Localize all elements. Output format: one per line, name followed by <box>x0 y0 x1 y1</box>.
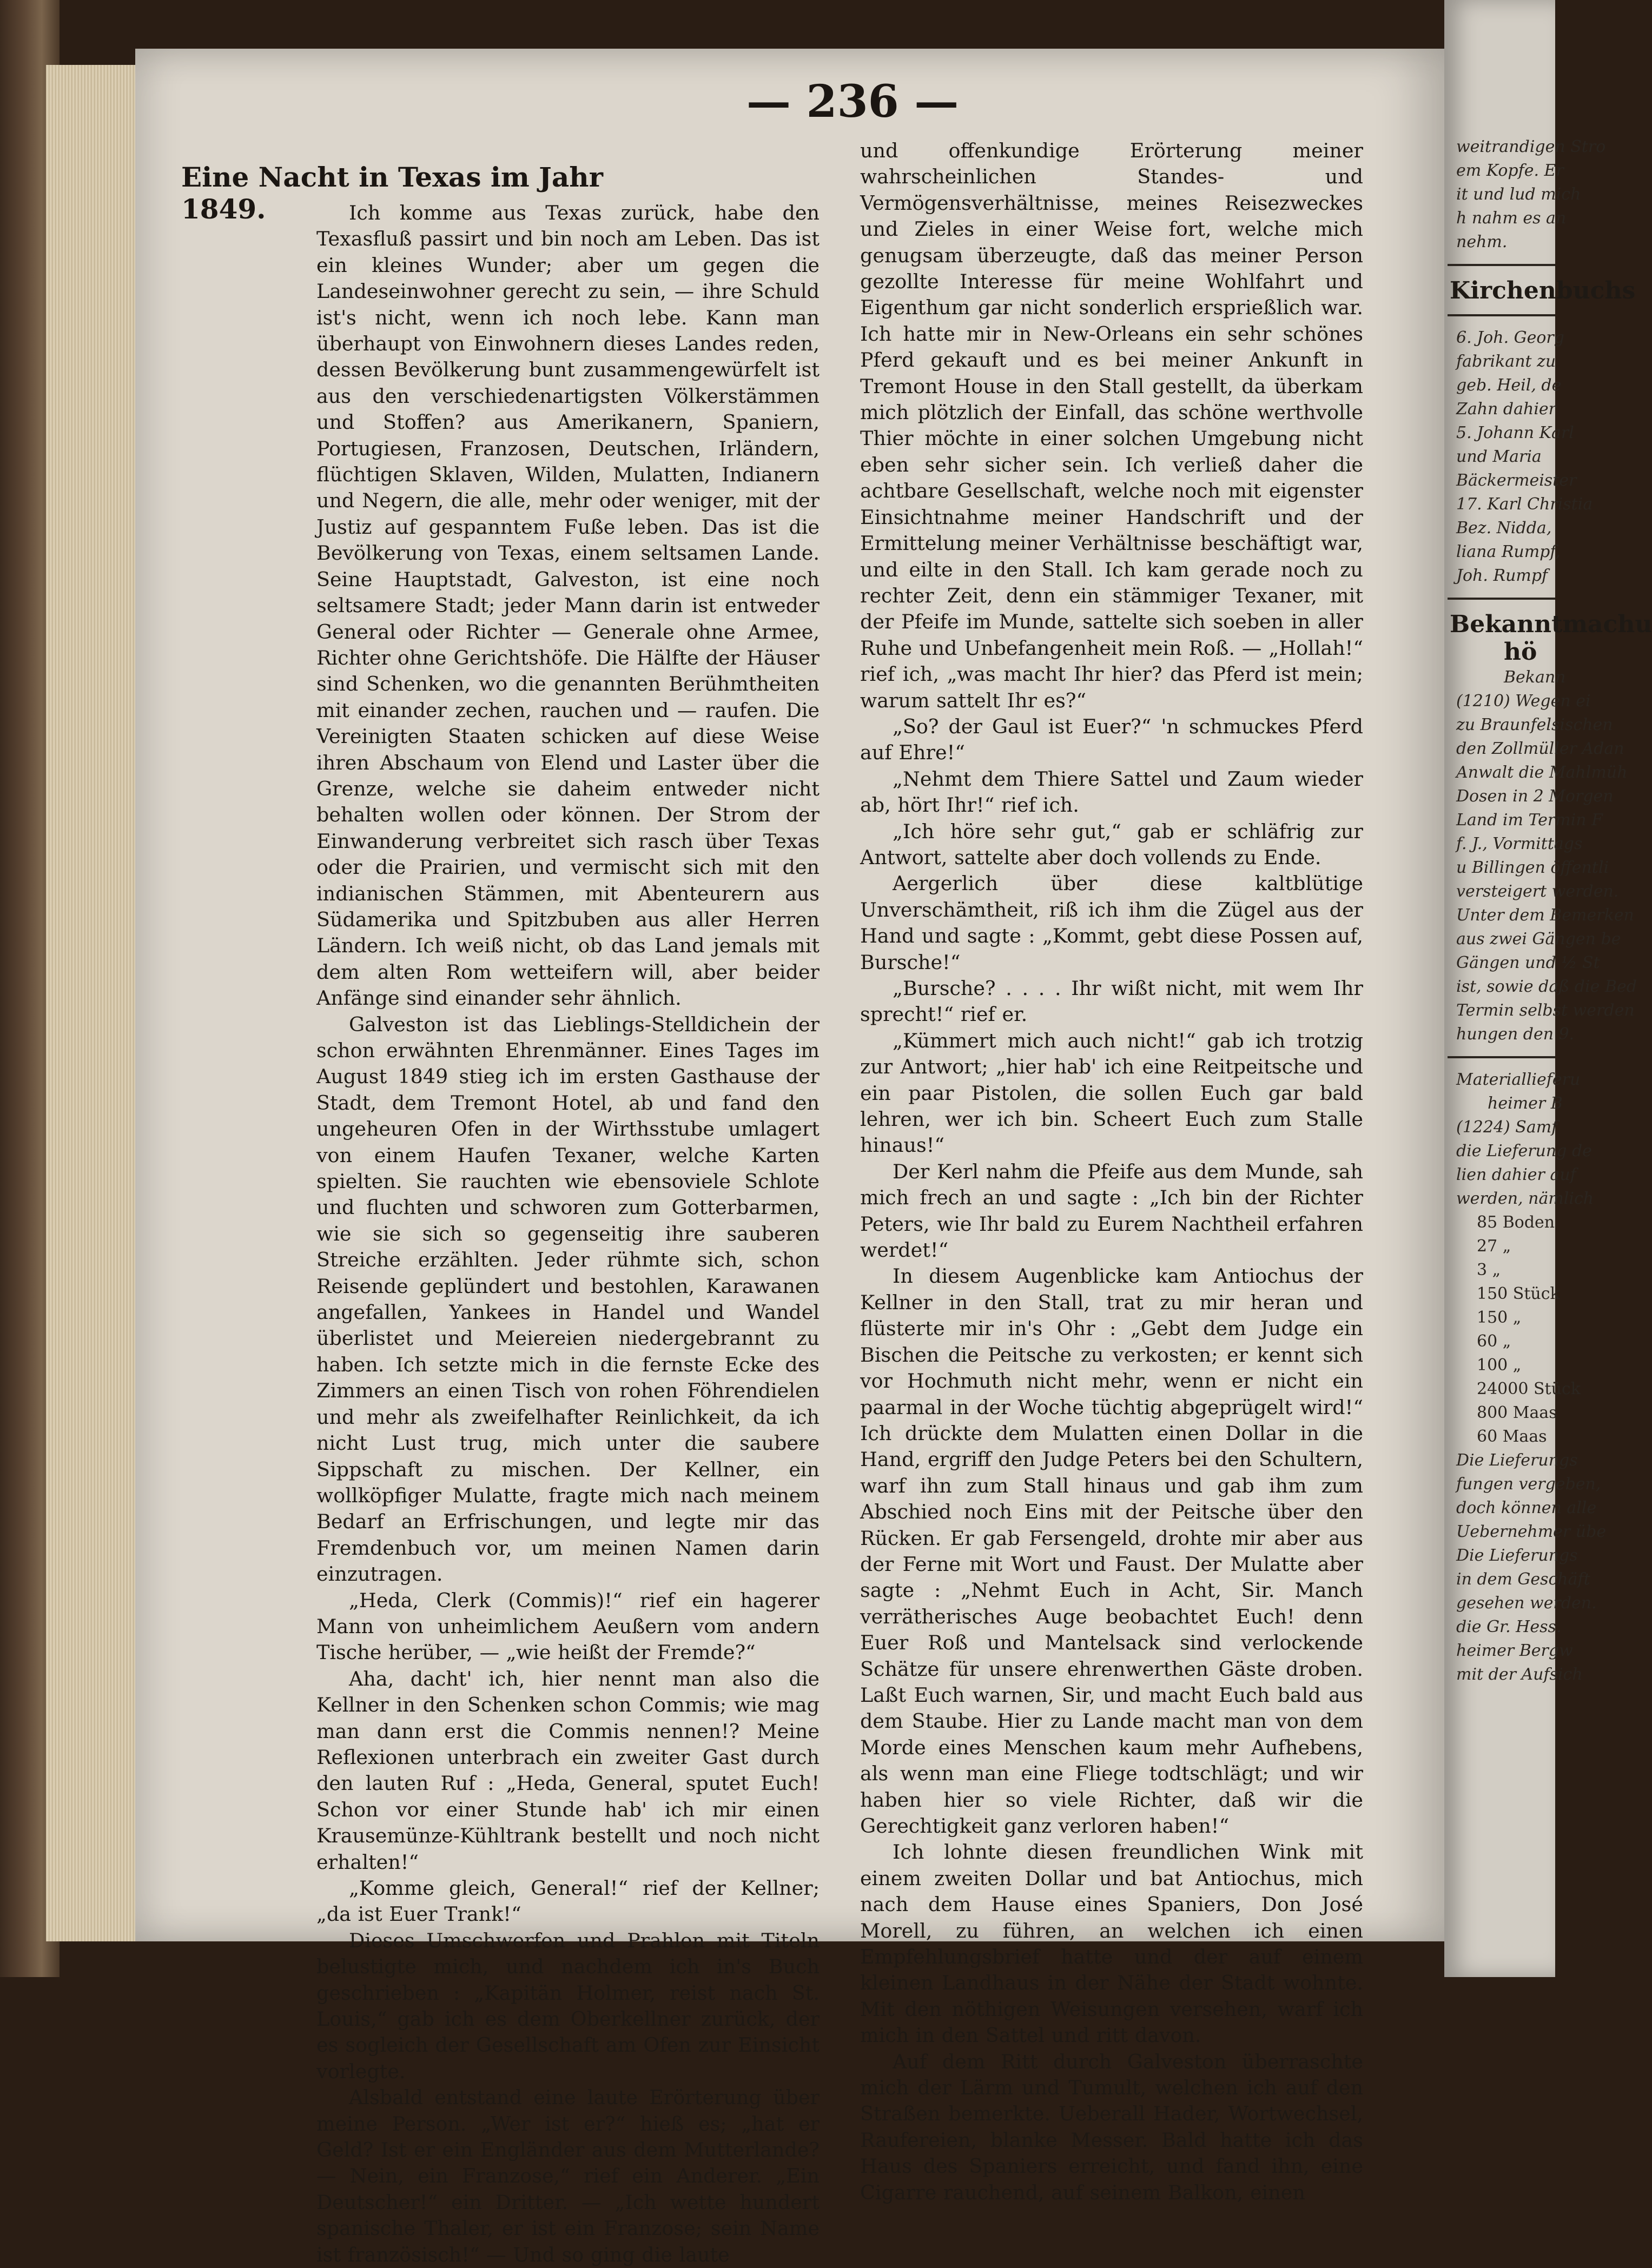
adjacent-number: 150 Stück <box>1477 1284 1560 1303</box>
adjacent-line: geb. Heil, de <box>1456 376 1562 395</box>
adjacent-number: 27 „ <box>1477 1237 1511 1256</box>
adjacent-line: 17. Karl Christia <box>1456 495 1593 514</box>
adjacent-line: doch können alle <box>1456 1498 1597 1517</box>
adjacent-line: den Zollmüller Adan <box>1456 739 1624 758</box>
adjacent-line: lien dahier auf <box>1456 1165 1576 1184</box>
adjacent-line: 6. Joh. Georg <box>1456 328 1564 347</box>
paragraph: „Bursche? . . . . Ihr wißt nicht, mit wem Ihr sprecht!“ rief er. <box>860 977 1363 1026</box>
adjacent-line: aus zwei Gängen be <box>1456 930 1621 949</box>
paragraph: „Heda, Clerk (Commis)!“ rief ein hagerer Mann von unheimlichem Aeußern vom andern Tische herüber, — „wie heißt der Fremde?“ <box>316 1588 820 1664</box>
paragraph: Alsbald entstand eine laute Erörterung über meine Person. „Wer ist er?“ hieß es; „hat er Geld? Ist er ein Engländer aus dem Mutterlande? — Nein, ein Franzose,“ rief ein Anderer. „Ein Deutscher!“ ein Dritter. — „Ich wette hundert spanische Thaler, er ist ein Franzose; sein Name ist französisch!“ — Und so ging die laute <box>316 2086 820 2266</box>
adjacent-line: Zahn dahier <box>1456 400 1557 419</box>
page-edges <box>46 65 146 1941</box>
adjacent-line: u Billingen öffentli <box>1456 858 1609 877</box>
adjacent-line: Unter dem Bemerken <box>1456 906 1634 925</box>
adjacent-line: Bäckermeister <box>1456 471 1577 490</box>
adjacent-line: it und lud mich <box>1456 185 1581 204</box>
paragraph: „So? der Gaul ist Euer?“ 'n schmuckes Pferd auf Ehre!“ <box>860 714 1363 765</box>
adjacent-line: em Kopfe. Er <box>1456 161 1564 180</box>
adjacent-line: heimer Bergw <box>1456 1641 1573 1660</box>
adjacent-line: weitrandigen Stro <box>1456 137 1606 156</box>
adjacent-number: 100 „ <box>1477 1356 1522 1375</box>
section-divider <box>1448 598 1555 600</box>
adjacent-line: Land im Termin F <box>1456 811 1603 830</box>
adjacent-line: in dem Geschäft <box>1456 1570 1590 1589</box>
adjacent-number: 60 Maas <box>1477 1427 1547 1446</box>
adjacent-number: 150 „ <box>1477 1308 1522 1327</box>
adjacent-number: 3 „ <box>1477 1261 1501 1279</box>
paragraph: Ich komme aus Texas zurück, habe den Texasfluß passirt und bin noch am Leben. Das ist ein kleines Wunder; aber um gegen die Landeseinwohner gerecht zu sein, — ihre Schuld ist's nicht, wenn ich noch lebe. Kann man überhaupt von Einwohnern dieses Landes reden, dessen Bevölkerung bunt zusammengewürfelt ist aus den verschiedenartigsten Völkerstämmen und Stoffen? aus Amerikanern, Spaniern, Portugiesen, Franzosen, Deutschen, Irländern, flüchtigen Sklaven, Wilden, Mulatten, Indianern und Negern, die alle, mehr oder weniger, mit der Justiz auf gespanntem Fuße leben. Das ist die Bevölkerung von Texas, einem seltsamen Lande. Seine Hauptstadt, Galveston, ist eine noch seltsamere Stadt; jeder Mann darin ist entweder General oder Richter — Generale ohne Armee, Richter ohne Gerichtshöfe. Die Hälfte der Häuser sind Schenken, wo die genannten Berühmtheiten mit einander zechen, rauchen und — raufen. Die Vereinigten Staaten schicken auf diese Weise ihren Abschaum von Elend und Laster über die Grenze, welche sie daheim entweder nicht behalten wollen oder können. Der Strom der Einwanderung verbreitet sich rasch über Texas oder die Prairien, und vermischt sich mit den indianischen Stämmen, mit Abenteurern aus Südamerika und Spitzbuben aus aller Herren Ländern. Ich weiß nicht, ob das Land jemals mit dem alten Rom wetteifern will, aber beider Anfänge sind einander sehr ähnlich. <box>316 201 820 1010</box>
paragraph: und offenkundige Erörterung meiner wahrscheinlichen Standes- und Vermögensverhältnisse, meines Reisezweckes und Zieles in einer Weise fort, welche mich genugsam überzeugte, daß das meiner Person gezollte Interesse für meine Wohlfahrt und Eigenthum gar nicht sonderlich ersprießlich war. Ich hatte mir in New-Orleans ein sehr schönes Pferd gekauft und es bei meiner Ankunft in Tremont House in den Stall gestellt, da überkam mich plötzlich der Einfall, das schöne werthvolle Thier möchte in einer solchen Umgebung nicht eben sehr sicher sein. Ich verließ daher die achtbare Gesellschaft, welche noch mit eigenster Einsichtnahme meiner Handschrift und der Ermittelung meiner Verhältnisse beschäftigt war, und eilte in den Stall. Ich kam gerade noch zu rechter Zeit, denn ein stämmiger Texaner, mit der Pfeife im Munde, sattelte sich soeben in aller Ruhe und Unbefangenheit mein Roß. — „Hollah!“ rief ich, „was macht Ihr hier? das Pferd ist mein; warum sattelt Ihr es?“ <box>860 139 1363 712</box>
adjacent-line: Uebernehmer übe <box>1456 1522 1607 1541</box>
adjacent-page <box>1444 0 1652 1977</box>
paragraph: „Komme gleich, General!“ rief der Kellner; „da ist Euer Trank!“ <box>316 1876 820 1926</box>
adjacent-line: Gängen und ½ St <box>1456 953 1600 972</box>
adjacent-line: zu Braunfelsischen <box>1456 715 1613 734</box>
left-column <box>316 200 820 2268</box>
adjacent-number: 60 „ <box>1477 1332 1511 1351</box>
adjacent-section-subtitle: hö <box>1504 638 1537 666</box>
adjacent-line: h nahm es an <box>1456 209 1567 228</box>
paragraph: „Ich höre sehr gut,“ gab er schläfrig zur Antwort, sattelte aber doch vollends zu Ende. <box>860 819 1363 869</box>
adjacent-line: (1224) Samf <box>1456 1118 1558 1137</box>
adjacent-line: heimer B <box>1488 1094 1563 1113</box>
section-divider <box>1448 314 1555 316</box>
adjacent-line: Joh. Rumpf <box>1456 566 1548 585</box>
adjacent-line: (1210) Wegen ei <box>1456 692 1591 711</box>
adjacent-line: hungen den 9. <box>1456 1025 1575 1044</box>
adjacent-section-title: Kirchenbuchs <box>1450 277 1636 304</box>
paragraph: Galveston ist das Lieblings-Stelldichein der schon erwähnten Ehrenmänner. Eines Tages im August 1849 stieg ich im ersten Gasthause der Stadt, dem Tremont Hotel, ab und fand den ungeheuren Ofen in der Wirthsstube umlagert von einem Haufen Texaner, welche Karten spielten. Sie rauchten wie ebensoviele Schlote und fluchten und schworen zum Gotterbarmen, wie sie sich so gegenseitig ihre sauberen Streiche erzählten. Jeder rühmte sich, schon Reisende geplündert und bestohlen, Karawanen angefallen, Yankees in Handel und Wandel überlistet und Meiereien niedergebrannt zu haben. Ich setzte mich in die fernste Ecke des Zimmers an einen Tisch von rohen Föhrendielen und mehr als zweifelhafter Reinlichkeit, da ich nicht Lust trug, mich unter die saubere Sippschaft zu mischen. Der Kellner, ein wollköpfiger Mulatte, fragte mich nach meinem Bedarf an Erfrischungen, und legte mir das Fremdenbuch vor, um meinen Namen darin einzutragen. <box>316 1012 820 1586</box>
paragraph: Aha, dacht' ich, hier nennt man also die Kellner in den Schenken schon Commis; wie mag man dann erst die Commis nennen!? Meine Reflexionen unterbrach ein zweiter Gast durch den lauten Ruf : „Heda, General, sputet Euch! Schon vor einer Stunde hab' ich mir einen Krausemünze-Kühltrank bestellt und noch nicht erhalten!“ <box>316 1667 820 1874</box>
adjacent-number: 24000 Stück <box>1477 1380 1581 1398</box>
adjacent-line: nehm. <box>1456 233 1508 251</box>
adjacent-line: Bekann <box>1504 668 1566 687</box>
paragraph: Ich lohnte diesen freundlichen Wink mit einem zweiten Dollar und bat Antiochus, mich nach dem Hause eines Spaniers, Don José Morell, zu führen, an welchen ich einen Empfehlungsbrief hatte und der auf einem kleinen Landhaus in der Nähe der Stadt wohnte. Mit den nöthigen Weisungen versehen, warf ich mich in den Sattel und ritt davon. <box>860 1840 1363 2047</box>
page-number: — 236 — <box>746 76 959 128</box>
adjacent-line: f. J., Vormittags <box>1456 834 1583 853</box>
paragraph: Auf dem Ritt durch Galveston überraschte mich der Lärm und Tumult, welchen ich auf den Straßen bemerkte. Ueberall Hader, Wortwechsel, Raufereien, blanke Messer. Bald hatte ich das Haus des Spaniers erreicht, und fand ihn, eine Cigarre rauchend, auf seinem Balkon, einen <box>860 2050 1363 2204</box>
adjacent-line: liana Rumpf, <box>1456 542 1561 561</box>
adjacent-number: 85 Boden <box>1477 1213 1555 1232</box>
right-column <box>860 138 1363 2206</box>
article-title: Eine Nacht in Texas im Jahr 1849. <box>181 161 603 225</box>
adjacent-line: Bez. Nidda, <box>1456 519 1552 538</box>
adjacent-line: und Maria <box>1456 447 1542 466</box>
adjacent-line: Anwalt die Mahlmüh <box>1456 763 1628 782</box>
adjacent-top-block <box>1444 135 1652 1687</box>
adjacent-line: fabrikant zu <box>1456 352 1556 371</box>
adjacent-line: die Lieferung de <box>1456 1142 1592 1160</box>
adjacent-line: gesehen werden. <box>1456 1594 1597 1613</box>
adjacent-section-title: Bekanntmachu <box>1450 611 1652 638</box>
adjacent-line: fungen vergeben, <box>1456 1475 1601 1494</box>
adjacent-line: 5. Johann Karl <box>1456 423 1574 442</box>
adjacent-line: versteigert werden. <box>1456 882 1619 901</box>
adjacent-line: Die Lieferungs <box>1456 1451 1578 1470</box>
section-divider <box>1448 1056 1555 1058</box>
paragraph: Der Kerl nahm die Pfeife aus dem Munde, sah mich frech an und sagte : „Ich bin der Richter Peters, wie Ihr bald zu Eurem Nachtheil erfahren werdet!“ <box>860 1159 1363 1262</box>
section-divider <box>1448 264 1555 266</box>
paragraph: Dieses Umschwerfen und Prahlen mit Titeln belustigte mich, und nachdem ich in's Buch geschrieben : „Kapitän Holmer, reist nach St. Louis,“ gab ich es dem Oberkellner zurück, der es sogleich der Gesellschaft am Ofen zur Einsicht vorlegte. <box>316 1928 820 2083</box>
adjacent-line: ist, sowie daß die Bed <box>1456 977 1637 996</box>
paragraph: „Nehmt dem Thiere Sattel und Zaum wieder ab, hört Ihr!“ rief ich. <box>860 767 1363 817</box>
adjacent-line: Dosen in 2 Morgen <box>1456 787 1614 806</box>
adjacent-line: Termin selbst werden <box>1456 1001 1635 1020</box>
paragraph: In diesem Augenblicke kam Antiochus der Kellner in den Stall, trat zu mir heran und flüsterte mir in's Ohr : „Gebt dem Judge ein Bischen die Peitsche zu verkosten; er kennt sich vor Hochmuth nicht mehr, wenn er nicht ein paarmal in der Woche tüchtig abgeprügelt wird!“ Ich drückte dem Mulatten einen Dollar in die Hand, ergriff den Judge Peters bei den Schultern, warf ihn zum Stall hinaus und gab ihm zum Abschied noch Eins mit der Peitsche über den Rücken. Er gab Fersengeld, drohte mir aber aus der Ferne mit Wort und Faust. Der Mulatte aber sagte : „Nehmt Euch in Acht, Sir. Manch verrätherisches Auge beobachtet Euch! denn Euer Roß und Mantelsack sind verlockende Schätze für unsere ehrenwerthen Gäste droben. Laßt Euch warnen, Sir, und macht Euch bald aus dem Staube. Hier zu Lande macht man von dem Morde eines Menschen kaum mehr Aufhebens, als wenn man eine Fliege todtschlägt; und wir haben hier so viele Richter, daß wir die Gerechtigkeit ganz verloren haben!“ <box>860 1264 1363 1838</box>
adjacent-line: mit der Aufsich <box>1456 1665 1583 1684</box>
paragraph: Aergerlich über diese kaltblütige Unverschämtheit, riß ich ihm die Zügel aus der Hand und sagte : „Kommt, gebt diese Possen auf, Bursche!“ <box>860 872 1363 974</box>
adjacent-line: die Gr. Hess. <box>1456 1617 1562 1636</box>
adjacent-line: werden, nämlich <box>1456 1189 1594 1208</box>
adjacent-line: Materiallieferu <box>1456 1070 1581 1089</box>
adjacent-line: Die Lieferungs <box>1456 1546 1578 1565</box>
adjacent-number: 800 Maas <box>1477 1403 1557 1422</box>
paragraph: „Kümmert mich auch nicht!“ gab ich trotzig zur Antwort; „hier hab' ich eine Reitpeitsche und ein paar Pistolen, die sollen Euch gar bald lehren, wer ich bin. Scheert Euch zum Stalle hinaus!“ <box>860 1029 1363 1157</box>
